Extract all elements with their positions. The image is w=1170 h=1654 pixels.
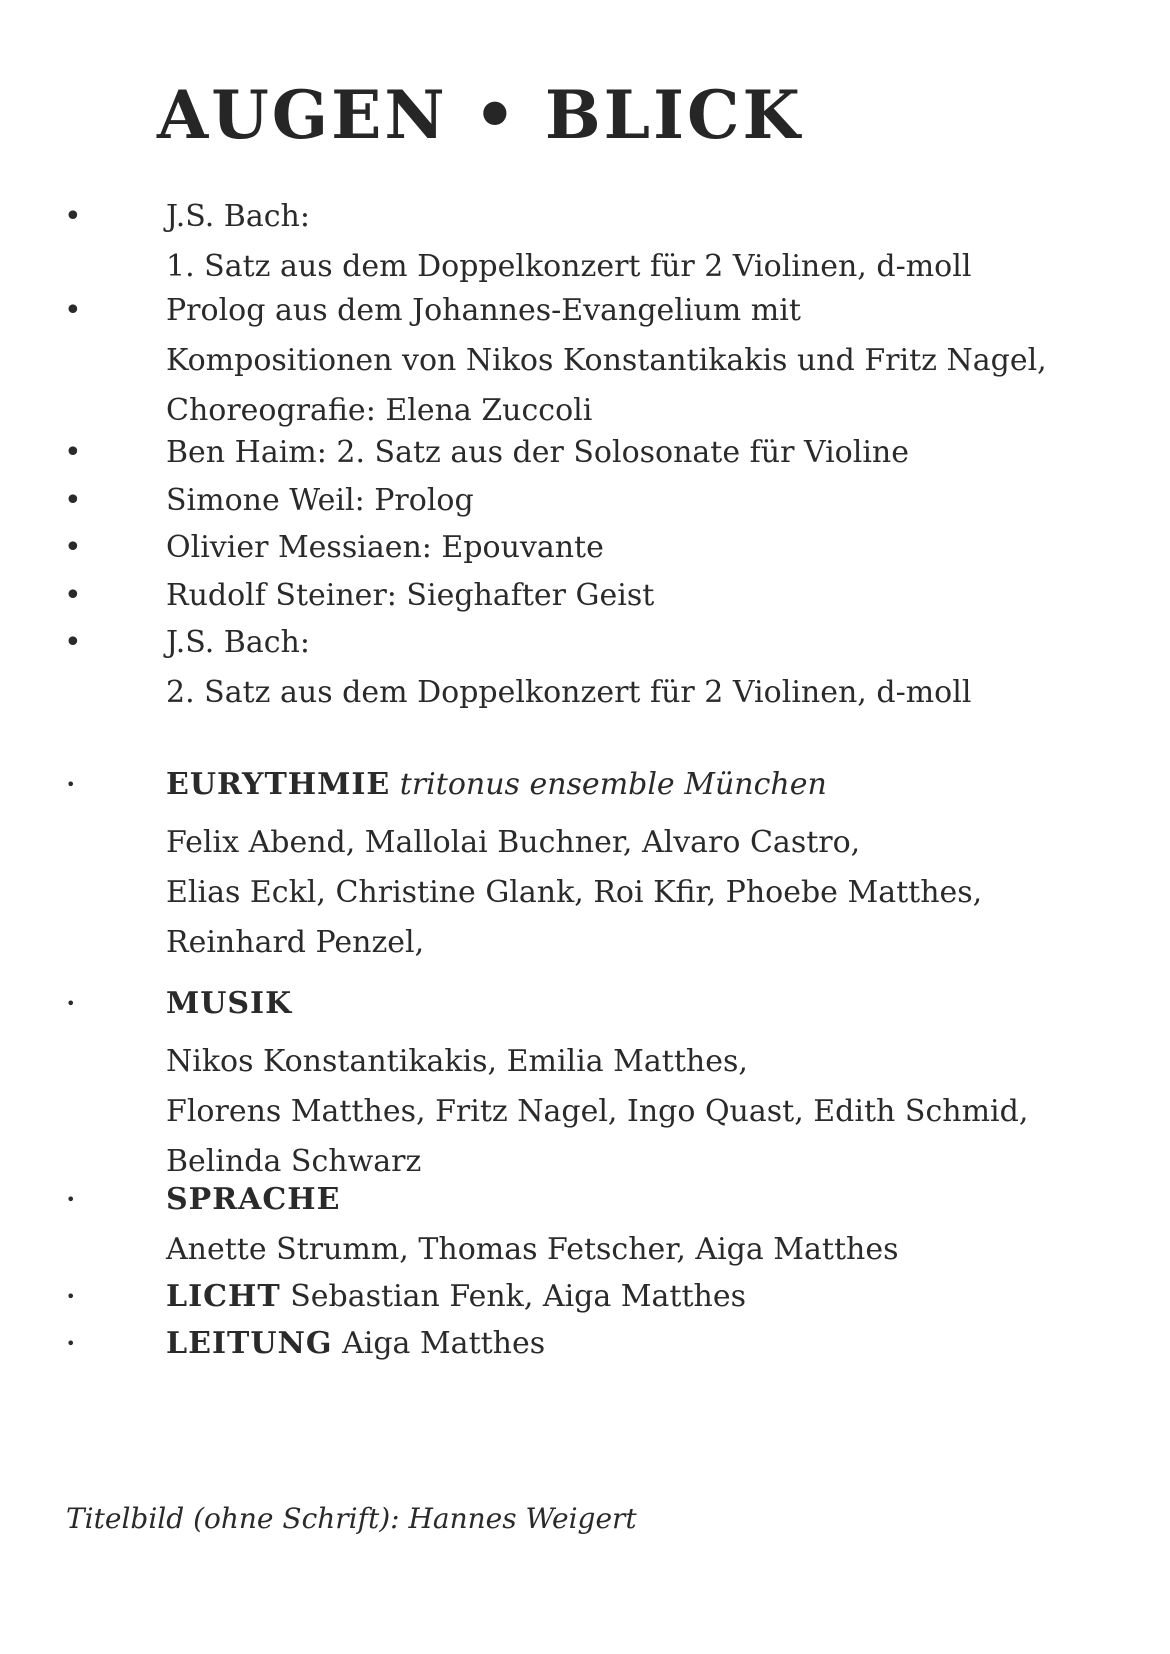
bullet: •	[66, 1334, 76, 1353]
program-line: 1. Satz aus dem Doppelkonzert für 2 Violinen, d-moll	[166, 249, 972, 284]
credit-label: EURYTHMIE	[166, 767, 391, 802]
names-line: Reinhard Penzel,	[166, 925, 425, 960]
names-line: Elias Eckl, Christine Glank, Roi Kfir, Phoebe Matthes,	[166, 875, 983, 910]
bullet: •	[64, 530, 82, 565]
bullet: •	[66, 1287, 76, 1306]
credit-label: LEITUNG	[166, 1326, 333, 1361]
bullet: •	[64, 199, 82, 234]
program-line: J.S. Bach:	[166, 625, 310, 660]
program-line: Choreografie: Elena Zuccoli	[166, 393, 593, 428]
names-line: Sebastian Fenk, Aiga Matthes	[290, 1279, 746, 1314]
bullet: •	[66, 1190, 76, 1209]
bullet: •	[66, 994, 76, 1013]
bullet: •	[66, 775, 76, 794]
program-line: Prolog aus dem Johannes-Evangelium mit	[166, 293, 801, 328]
credit-label: MUSIK	[166, 986, 293, 1021]
names-line: Anette Strumm, Thomas Fetscher, Aiga Matthes	[166, 1232, 899, 1267]
names-line: Florens Matthes, Fritz Nagel, Ingo Quast, Edith Schmid,	[166, 1094, 1029, 1129]
bullet: •	[64, 625, 82, 660]
image-credit: Titelbild (ohne Schrift): Hannes Weigert	[66, 1502, 637, 1535]
program-line: Simone Weil: Prolog	[166, 483, 474, 518]
bullet: •	[64, 293, 82, 328]
names-line: Belinda Schwarz	[166, 1144, 422, 1179]
program-line: J.S. Bach:	[166, 199, 310, 234]
program-line: Ben Haim: 2. Satz aus der Solosonate für Violine	[166, 435, 909, 470]
program-line: Kompositionen von Nikos Konstantikakis und Fritz Nagel,	[166, 343, 1047, 378]
ensemble-name: tritonus ensemble München	[399, 767, 827, 802]
names-line: Aiga Matthes	[342, 1326, 546, 1361]
credit-label: LICHT	[166, 1279, 281, 1314]
bullet: •	[64, 435, 82, 470]
program-line: Olivier Messiaen: Epouvante	[166, 530, 604, 565]
page-title: AUGEN • BLICK	[157, 76, 803, 154]
program-line: 2. Satz aus dem Doppelkonzert für 2 Violinen, d-moll	[166, 675, 972, 710]
names-line: Nikos Konstantikakis, Emilia Matthes,	[166, 1044, 748, 1079]
bullet: •	[64, 483, 82, 518]
credit-label: SPRACHE	[166, 1182, 341, 1217]
bullet: •	[64, 578, 82, 613]
program-line: Rudolf Steiner: Sieghafter Geist	[166, 578, 655, 613]
names-line: Felix Abend, Mallolai Buchner, Alvaro Castro,	[166, 825, 861, 860]
